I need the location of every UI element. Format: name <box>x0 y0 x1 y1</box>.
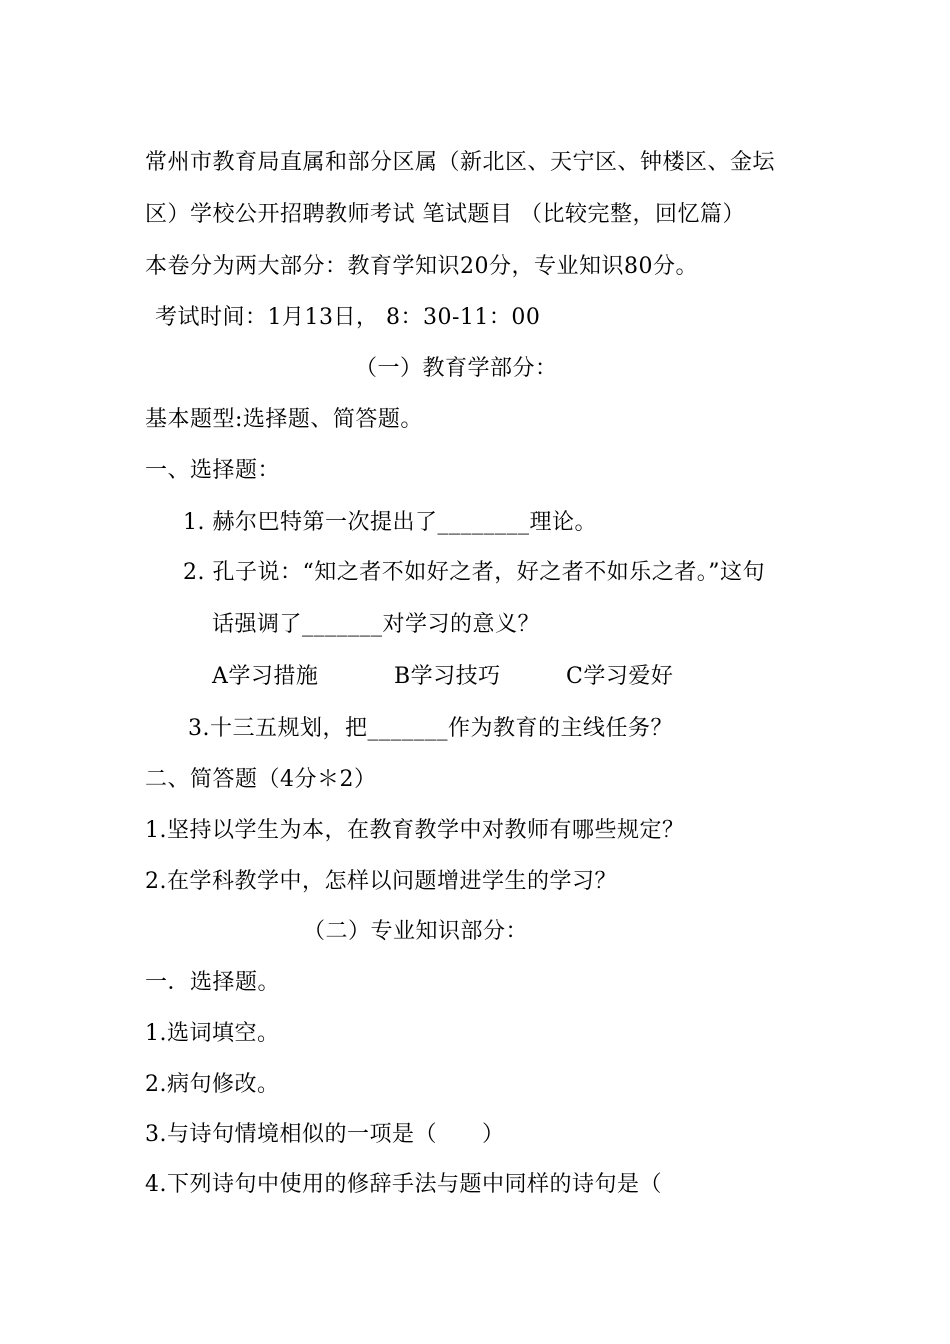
question-types: 基本题型:选择题、简答题。 <box>145 407 423 432</box>
question-3: 3.十三五规划，把_______作为教育的主线任务？ <box>188 716 673 741</box>
section1-heading: 一、选择题： <box>145 458 281 483</box>
question-2-line-1: 2. 孔子说：“知之者不如好之者，好之者不如乐之者。”这句 <box>183 560 765 585</box>
section2-heading: 二、简答题（4分＊2） <box>145 767 377 792</box>
option-c: C学习爱好 <box>566 664 674 689</box>
part2-heading: （二）专业知识部分： <box>303 919 529 944</box>
part2-item-2: 2.病句修改。 <box>145 1072 280 1097</box>
short-answer-1: 1.坚持以学生为本，在教育教学中对教师有哪些规定？ <box>145 818 685 843</box>
exam-time: 考试时间：1月13日， 8：30-11：00 <box>155 305 541 330</box>
part2-item-4: 4.下列诗句中使用的修辞手法与题中同样的诗句是（ <box>145 1172 662 1197</box>
option-b: B学习技巧 <box>394 664 501 689</box>
part2-item-3: 3.与诗句情境相似的一项是（ ） <box>145 1122 505 1147</box>
question-1: 1. 赫尔巴特第一次提出了________理论。 <box>183 510 597 535</box>
title-line-1: 常州市教育局直属和部分区属（新北区、天宁区、钟楼区、金坛 <box>145 150 776 175</box>
part1-heading: （一）教育学部分： <box>355 356 558 381</box>
intro-text: 本卷分为两大部分：教育学知识20分，专业知识80分。 <box>145 254 698 279</box>
question-2-line-2: 话强调了_______对学习的意义？ <box>212 612 541 637</box>
title-line-2: 区）学校公开招聘教师考试 笔试题目 （比较完整，回忆篇） <box>145 202 745 227</box>
option-a: A学习措施 <box>212 664 319 689</box>
part2-section1-heading: 一．选择题。 <box>145 970 281 995</box>
part2-item-1: 1.选词填空。 <box>145 1021 280 1046</box>
short-answer-2: 2.在学科教学中，怎样以问题增进学生的学习？ <box>145 869 617 894</box>
